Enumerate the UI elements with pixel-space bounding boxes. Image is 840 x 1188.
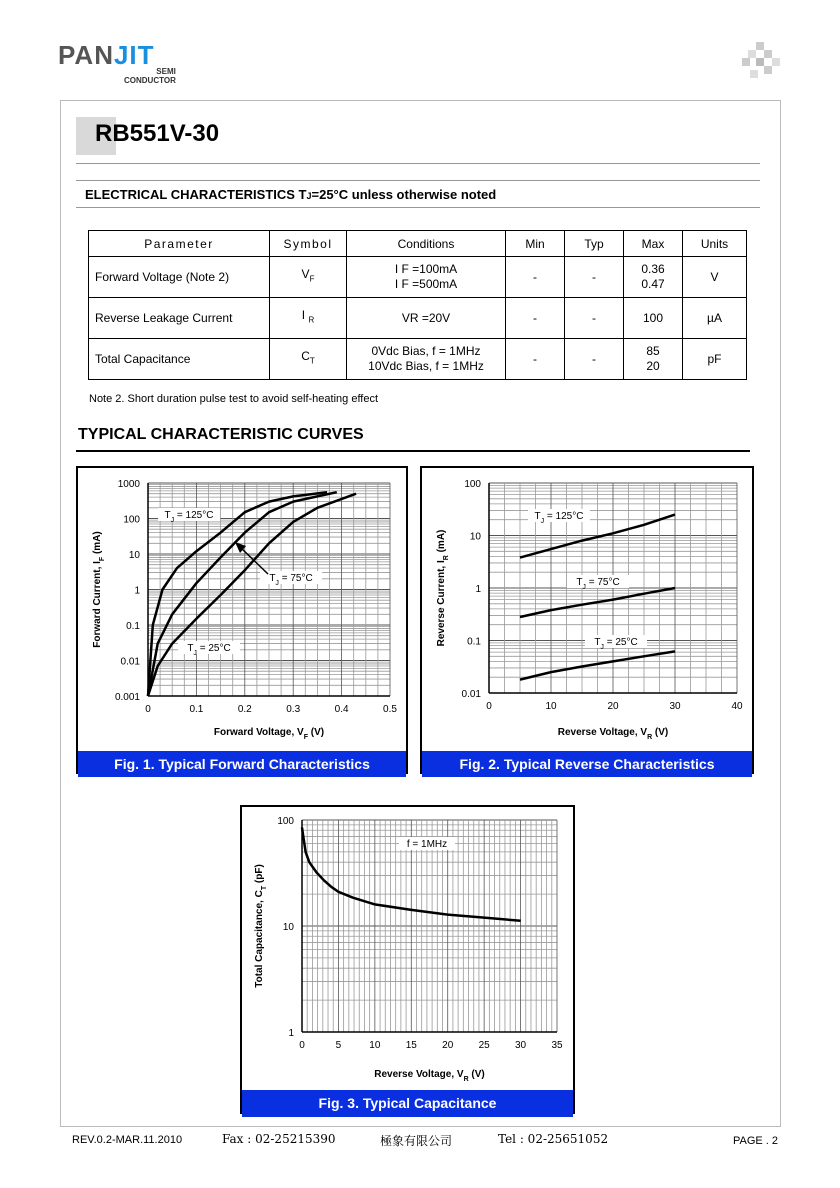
x-tick-label: 40 <box>731 701 743 712</box>
cond-line: 10Vdc Bias, f = 1MHz <box>368 359 484 373</box>
y-tick-label: 1 <box>475 584 481 595</box>
units-cell: pF <box>683 339 747 380</box>
x-axis-label: Forward Voltage, $V_F$ (V) <box>213 727 325 741</box>
x-tick-label: 10 <box>545 701 557 712</box>
x-tick-label: 20 <box>607 701 619 712</box>
col-header: Units <box>683 231 747 257</box>
series-label: $T_J = 25^\circ C$ <box>594 637 638 651</box>
max-line: 0.47 <box>641 277 665 291</box>
x-tick-label: 25 <box>478 1040 490 1051</box>
series-label: $T_J = 125^\circ C$ <box>534 511 584 525</box>
capacitance-chart <box>242 807 573 1085</box>
divider <box>76 450 750 452</box>
y-tick-label: 100 <box>123 514 140 526</box>
figure-caption: Fig. 3. Typical Capacitance <box>242 1090 573 1117</box>
param-cell: Reverse Leakage Current <box>89 298 270 339</box>
table-row <box>89 298 747 339</box>
min-cell: - <box>506 257 565 298</box>
logo-text-main: PAN <box>58 40 114 70</box>
electrical-table <box>88 230 747 380</box>
symbol-sub: R <box>308 315 315 325</box>
symbol: C <box>301 349 310 364</box>
symbol-sub: T <box>309 356 315 366</box>
divider <box>60 1126 780 1127</box>
page-number: PAGE . 2 <box>733 1135 779 1147</box>
series-line <box>148 492 337 696</box>
symbol-cell <box>270 339 347 380</box>
figure-1 <box>76 466 408 774</box>
y-tick-label: 1000 <box>117 479 140 490</box>
y-tick-label: 1 <box>134 585 140 597</box>
x-tick-label: 0.2 <box>237 704 252 715</box>
series-label: $T_J = 125^\circ C$ <box>164 510 214 524</box>
cond-cell <box>347 339 506 380</box>
max-line: 100 <box>642 310 664 325</box>
x-tick-label: 0.4 <box>334 704 349 715</box>
min-cell: - <box>506 339 565 380</box>
typ-cell: - <box>565 257 624 298</box>
tel-text: Tel : 02-25651052 <box>498 1132 609 1146</box>
col-header: Max <box>624 231 683 257</box>
logo-subtitle <box>124 67 176 85</box>
figure-caption: Fig. 1. Typical Forward Characteristics <box>78 751 406 777</box>
max-cell <box>624 298 683 339</box>
figure-3 <box>240 805 575 1114</box>
y-tick-label: 10 <box>282 922 294 933</box>
electrical-heading <box>85 187 496 202</box>
x-tick-label: 35 <box>551 1040 563 1051</box>
x-tick-label: 15 <box>405 1040 417 1051</box>
units-cell: V <box>683 257 747 298</box>
typ-cell: - <box>565 339 624 380</box>
y-tick-label: 0.01 <box>120 656 140 668</box>
x-tick-label: 10 <box>369 1040 381 1051</box>
y-tick-label: 100 <box>277 816 294 827</box>
table-row <box>89 339 747 380</box>
annotation-label: f = 1MHz <box>406 839 448 850</box>
x-tick-label: 20 <box>442 1040 454 1051</box>
y-tick-label: 0.001 <box>114 692 140 703</box>
x-axis-label: Reverse Voltage, $V_R$ (V) <box>374 1069 485 1083</box>
series-line <box>148 492 327 696</box>
cond-cell <box>347 298 506 339</box>
x-tick-label: 30 <box>669 701 681 712</box>
col-header: Typ <box>565 231 624 257</box>
series-label: $T_J = 75^\circ C$ <box>269 573 313 587</box>
y-tick-label: 10 <box>469 531 481 543</box>
figure-2 <box>420 466 754 774</box>
symbol-sub: F <box>309 274 315 284</box>
revision-text: REV.0.2-MAR.11.2010 <box>72 1134 183 1146</box>
divider <box>76 180 760 181</box>
x-tick-label: 0 <box>145 704 151 715</box>
logo-text-accent: JIT <box>113 40 155 70</box>
units-cell: µA <box>683 298 747 339</box>
param-cell: Total Capacitance <box>89 339 270 380</box>
logo-sub-line2: CONDUCTOR <box>124 76 176 85</box>
x-tick-label: 0.1 <box>189 704 204 715</box>
logo-sub-line1: SEMI <box>156 67 176 76</box>
table-row <box>89 257 747 298</box>
forward-characteristics-chart <box>78 468 406 746</box>
series-label: $T_J = 25^\circ C$ <box>187 643 231 657</box>
x-tick-label: 0 <box>299 1040 305 1051</box>
company-name: 極象有限公司 <box>380 1134 453 1148</box>
col-header: Conditions <box>347 231 506 257</box>
divider <box>76 163 760 164</box>
chart-grid <box>302 820 557 1032</box>
heading-text: ELECTRICAL CHARACTERISTICS T <box>85 187 307 202</box>
x-tick-label: 30 <box>515 1040 527 1051</box>
max-line: 20 <box>646 359 660 373</box>
cond-line: VR =20V <box>401 310 451 325</box>
divider <box>76 207 760 208</box>
y-tick-label: 0.1 <box>467 636 481 648</box>
x-tick-label: 0.3 <box>286 704 301 715</box>
x-tick-label: 5 <box>335 1040 342 1051</box>
y-axis-label: Reverse Current, $I_R$ (mA) <box>436 529 450 647</box>
y-tick-label: 0.01 <box>461 689 481 700</box>
col-header: Min <box>506 231 565 257</box>
typ-cell: - <box>565 298 624 339</box>
cond-line: I F =500mA <box>394 277 458 291</box>
y-tick-label: 10 <box>128 550 140 561</box>
x-tick-label: 0.5 <box>383 704 397 715</box>
symbol: V <box>301 267 310 282</box>
x-axis-label: Reverse Voltage, $V_R$ (V) <box>557 727 669 741</box>
cond-cell <box>347 257 506 298</box>
y-tick-label: 0.1 <box>126 621 140 632</box>
col-header: Symbol <box>270 231 347 257</box>
fax-text: Fax : 02-25215390 <box>222 1132 336 1146</box>
symbol: I <box>301 308 306 323</box>
max-line: 0.36 <box>641 262 665 276</box>
symbol-cell <box>270 298 347 339</box>
heading-rest: =25°C unless otherwise noted <box>311 187 497 202</box>
cond-line: I F =100mA <box>394 262 458 276</box>
x-tick-label: 0 <box>486 701 492 712</box>
reverse-characteristics-chart <box>422 468 752 746</box>
max-cell <box>624 339 683 380</box>
min-cell: - <box>506 298 565 339</box>
max-line: 85 <box>646 344 660 358</box>
corner-checker-icon <box>742 42 780 80</box>
cond-line: 0Vdc Bias, f = 1MHz <box>371 344 481 358</box>
col-header: Parameter <box>89 231 270 257</box>
y-axis-label: Forward Current, $I_F$ (mA) <box>92 531 106 648</box>
figure-caption: Fig. 2. Typical Reverse Characteristics <box>422 751 752 777</box>
y-tick-label: 1 <box>288 1028 294 1039</box>
y-axis-label: Total Capacitance, $C_T$ (pF) <box>254 864 268 988</box>
curves-heading: TYPICAL CHARACTERISTIC CURVES <box>78 426 364 443</box>
part-number-title: RB551V-30 <box>95 120 220 147</box>
table-header-row <box>89 231 747 257</box>
heading-sub: J <box>306 191 312 201</box>
param-cell: Forward Voltage (Note 2) <box>89 257 270 298</box>
y-tick-label: 100 <box>464 479 481 490</box>
symbol-cell <box>270 257 347 298</box>
max-cell <box>624 257 683 298</box>
series-label: $T_J = 75^\circ C$ <box>576 577 620 591</box>
footnote: Note 2. Short duration pulse test to avoid self-heating effect <box>89 393 379 405</box>
